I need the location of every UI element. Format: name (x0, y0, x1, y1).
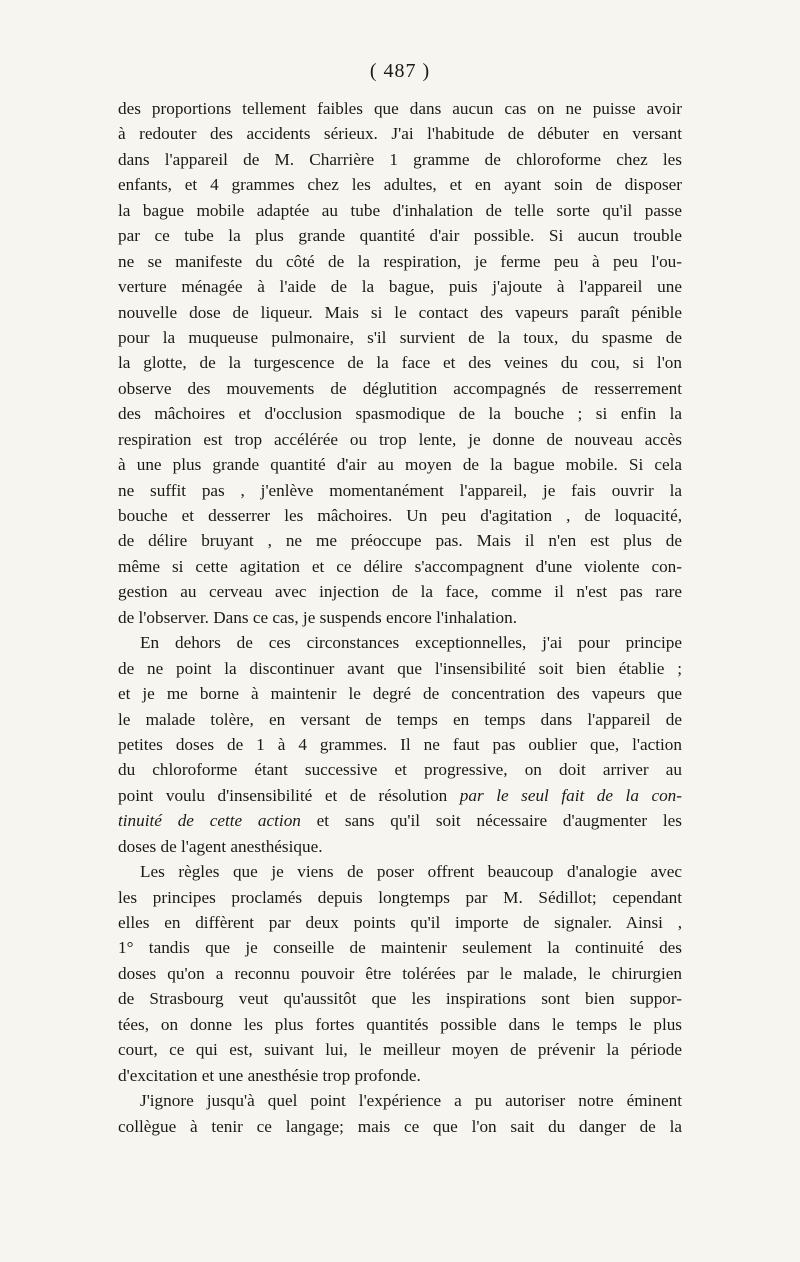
italic-text: tinuité de cette action (118, 811, 301, 831)
line-text: les principes proclamés depuis longtemps par M. Sédillot; cependant (118, 887, 682, 907)
text-line (118, 121, 682, 146)
text-line (118, 350, 682, 375)
text-line (118, 707, 682, 732)
text-line (118, 478, 682, 503)
text-line (118, 834, 682, 859)
text-line (118, 732, 682, 757)
text-line (118, 783, 682, 808)
line-text: nouvelle dose de liqueur. Mais si le contact des vapeurs paraît pénible (118, 302, 682, 322)
text-line (118, 1012, 682, 1037)
text-line (118, 198, 682, 223)
line-text: 1° tandis que je conseille de maintenir seulement la continuité des (118, 938, 682, 958)
text-line (118, 528, 682, 553)
line-text: et sans qu'il soit nécessaire d'augmenter les (300, 811, 682, 831)
line-text: elles en diffèrent par deux points qu'il importe de signaler. Ainsi , (118, 913, 682, 932)
line-text: gestion au cerveau avec injection de la face, comme il n'est pas rare (118, 582, 682, 602)
line-text: J'ignore jusqu'à quel point l'expérience a pu autoriser notre éminent (140, 1091, 682, 1111)
text-line (118, 325, 682, 350)
text-line (118, 1088, 682, 1113)
line-text: le malade tolère, en versant de temps en temps dans l'appareil de (118, 709, 682, 729)
text-line (118, 452, 682, 477)
text-line (118, 554, 682, 579)
text-line (118, 274, 682, 299)
line-text: à une plus grande quantité d'air au moyen de la bague mobile. Si cela (118, 455, 682, 475)
line-text: par ce tube la plus grande quantité d'air possible. Si aucun trouble (118, 226, 682, 246)
line-text: la bague mobile adaptée au tube d'inhalation de telle sorte qu'il passe (118, 200, 682, 220)
line-text: de Strasbourg veut qu'aussitôt que les inspirations sont bien suppor- (118, 989, 682, 1009)
text-line (118, 1037, 682, 1062)
text-line (118, 757, 682, 782)
text-line (118, 147, 682, 172)
line-text: du chloroforme étant successive et progressive, on doit arriver au (118, 760, 682, 780)
text-line (118, 859, 682, 884)
line-text: verture ménagée à l'aide de la bague, puis j'ajoute à l'appareil une (118, 277, 682, 297)
italic-text: par le seul fait de la con- (459, 785, 682, 805)
text-line (118, 172, 682, 197)
page-number: ( 487 ) (369, 60, 431, 82)
line-text: des mâchoires et d'occlusion spasmodique de la bouche ; si enfin la (118, 404, 682, 424)
line-text: ne se manifeste du côté de la respiration, je ferme peu à peu l'ou- (118, 251, 682, 271)
line-text: observe des mouvements de déglutition accompagnés de resserrement (118, 378, 682, 398)
text-line (118, 1063, 682, 1088)
line-text: des proportions tellement faibles que dans aucun cas on ne puisse avoir (118, 99, 682, 118)
line-text: dans l'appareil de M. Charrière 1 gramme de chloroforme chez les (118, 149, 682, 169)
line-text: tées, on donne les plus fortes quantités possible dans le temps le plus (118, 1014, 682, 1034)
text-line (118, 1114, 682, 1139)
line-text: court, ce qui est, suivant lui, le meilleur moyen de prévenir la période (118, 1040, 682, 1060)
line-text: la glotte, de la turgescence de la face et des veines du cou, si l'on (118, 353, 682, 373)
text-line (118, 503, 682, 528)
line-text: petites doses de 1 à 4 grammes. Il ne faut pas oublier que, l'action (118, 734, 682, 754)
line-text: bouche et desserrer les mâchoires. Un peu d'agitation , de loquacité, (118, 506, 682, 525)
body-text (118, 96, 682, 1139)
line-text: enfants, et 4 grammes chez les adultes, et en ayant soin de disposer (118, 175, 682, 195)
text-line (118, 249, 682, 274)
line-text: d'excitation et une anesthésie trop profonde. (118, 1065, 421, 1085)
text-line (118, 681, 682, 706)
line-text: à redouter des accidents sérieux. J'ai l'habitude de débuter en versant (118, 124, 682, 144)
line-text: respiration est trop accélérée ou trop lente, je donne de nouveau accès (118, 429, 682, 449)
text-line (118, 910, 682, 935)
line-text: En dehors de ces circonstances exceptionnelles, j'ai pour principe (140, 633, 682, 653)
text-line (118, 427, 682, 452)
line-text: même si cette agitation et ce délire s'accompagnent d'une violente con- (118, 556, 682, 576)
text-line (118, 96, 682, 121)
line-text: doses qu'on a reconnu pouvoir être tolérées par le malade, le chirurgien (118, 963, 682, 983)
line-text: doses de l'agent anesthésique. (118, 836, 323, 856)
line-text: et je me borne à maintenir le degré de concentration des vapeurs que (118, 684, 682, 704)
line-text: point voulu d'insensibilité et de résolution (118, 785, 460, 805)
text-line (118, 223, 682, 248)
text-line (118, 401, 682, 426)
text-line (118, 986, 682, 1011)
text-line (118, 630, 682, 655)
text-line (118, 961, 682, 986)
line-text: Les règles que je viens de poser offrent beaucoup d'analogie avec (140, 862, 682, 882)
line-text: ne suffit pas , j'enlève momentanément l'appareil, je fais ouvrir la (118, 480, 682, 500)
text-line (118, 808, 682, 833)
text-line (118, 605, 682, 630)
text-line (118, 579, 682, 604)
text-line (118, 935, 682, 960)
line-text: collègue à tenir ce langage; mais ce que l'on sait du danger de la (118, 1116, 682, 1136)
text-line (118, 656, 682, 681)
line-text: de délire bruyant , ne me préoccupe pas. Mais il n'en est plus de (118, 531, 682, 551)
text-line (118, 885, 682, 910)
text-line (118, 300, 682, 325)
line-text: de l'observer. Dans ce cas, je suspends encore l'inhalation. (118, 607, 517, 627)
text-line (118, 376, 682, 401)
line-text: pour la muqueuse pulmonaire, s'il survient de la toux, du spasme de (118, 327, 682, 347)
line-text: de ne point la discontinuer avant que l'insensibilité soit bien établie ; (118, 658, 682, 678)
